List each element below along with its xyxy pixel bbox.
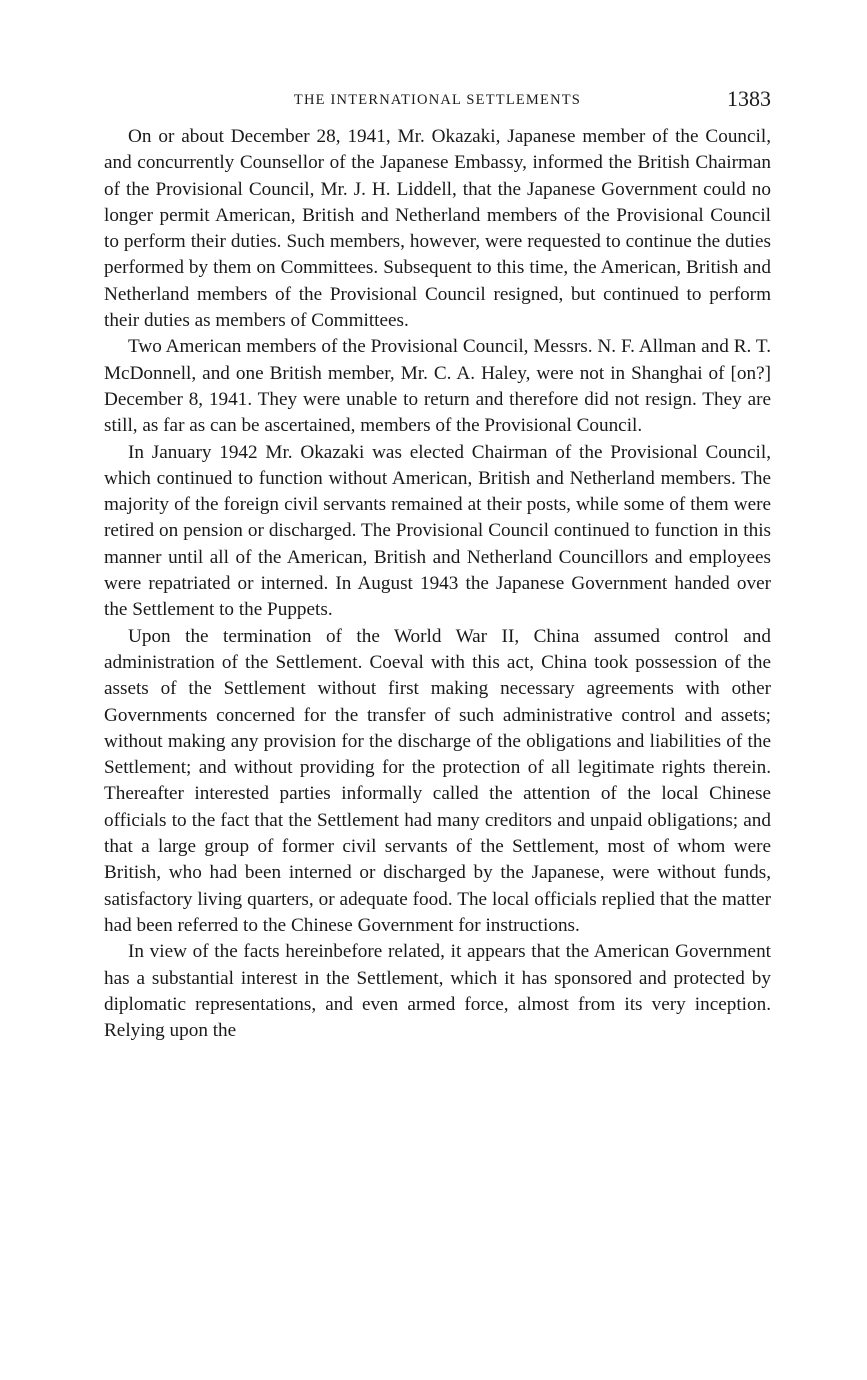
running-title: THE INTERNATIONAL SETTLEMENTS: [293, 92, 582, 108]
paragraph-text: On or about December 28, 1941, Mr. Okazaki, Japanese member of the Council, and concurrently Counsellor of the Japanese Embassy, informed the British Chairman of the Provisional Council, Mr. J. H. Liddell, that the Japanese Government could no longer permit American, British and Netherland members of the Provisional Council to perform their duties. Such members, however, were requested to continue the duties performed by them on Committees. Subsequent to this time, the American, British and Netherland members of the Provisional Council resigned, but continued to perform their duties as members of Committees.: [104, 126, 776, 332]
paragraph-text: Upon the termination of the World War II, China assumed control and administration of the Settlement. Coeval with this act, China took possession of the assets of the Settlement without first making necessary agreements with other Governments concerned for the transfer of such administrative control and assets; without making any provision for the discharge of the obligations and liabilities of the Settlement; and without providing for the protection of all legitimate rights therein. Thereafter interested parties informally called the attention of the local Chinese officials to the fact that the Settlement had many creditors and unpaid obligations; and that a large group of former civil servants of the Settlement, most of whom were British, who had been interned or discharged by the Japanese, were without funds, satisfactory living quarters, or adequate food. The local officials replied that the matter had been referred to the Chinese Government for instructions.: [104, 625, 776, 936]
paragraph-2: [104, 334, 776, 439]
paragraph-5: [104, 939, 776, 1044]
paragraph-4: [104, 624, 776, 940]
running-header: [104, 86, 771, 116]
paragraph-text: In view of the facts hereinbefore related, it appears that the American Government has a substantial interest in the Settlement, which it has sponsored and protected by diplomatic representations, and even armed force, almost from its very inception. Relying upon the: [104, 941, 776, 1042]
paragraph-text: Two American members of the Provisional Council, Messrs. N. F. Allman and R. T. McDonnell, and one British member, Mr. C. A. Haley, were not in Shanghai of [on?] December 8, 1941. They were unable to return and therefore did not resign. They are still, as far as can be ascertained, members of the Provisional Council.: [104, 336, 776, 437]
paragraph-3: [104, 440, 776, 624]
paragraph-text: In January 1942 Mr. Okazaki was elected Chairman of the Provisional Council, which continued to function without American, British and Netherland members. The majority of the foreign civil servants remained at their posts, while some of them were retired on pension or discharged. The Provisional Council continued to function in this manner until all of the American, British and Netherland Councillors and employees were repatriated or interned. In August 1943 the Japanese Government handed over the Settlement to the Puppets.: [104, 441, 776, 621]
body-text: [104, 124, 776, 1044]
document-page: [104, 86, 776, 1044]
paragraph-1: [104, 124, 776, 334]
page-number: 1383: [727, 86, 771, 111]
